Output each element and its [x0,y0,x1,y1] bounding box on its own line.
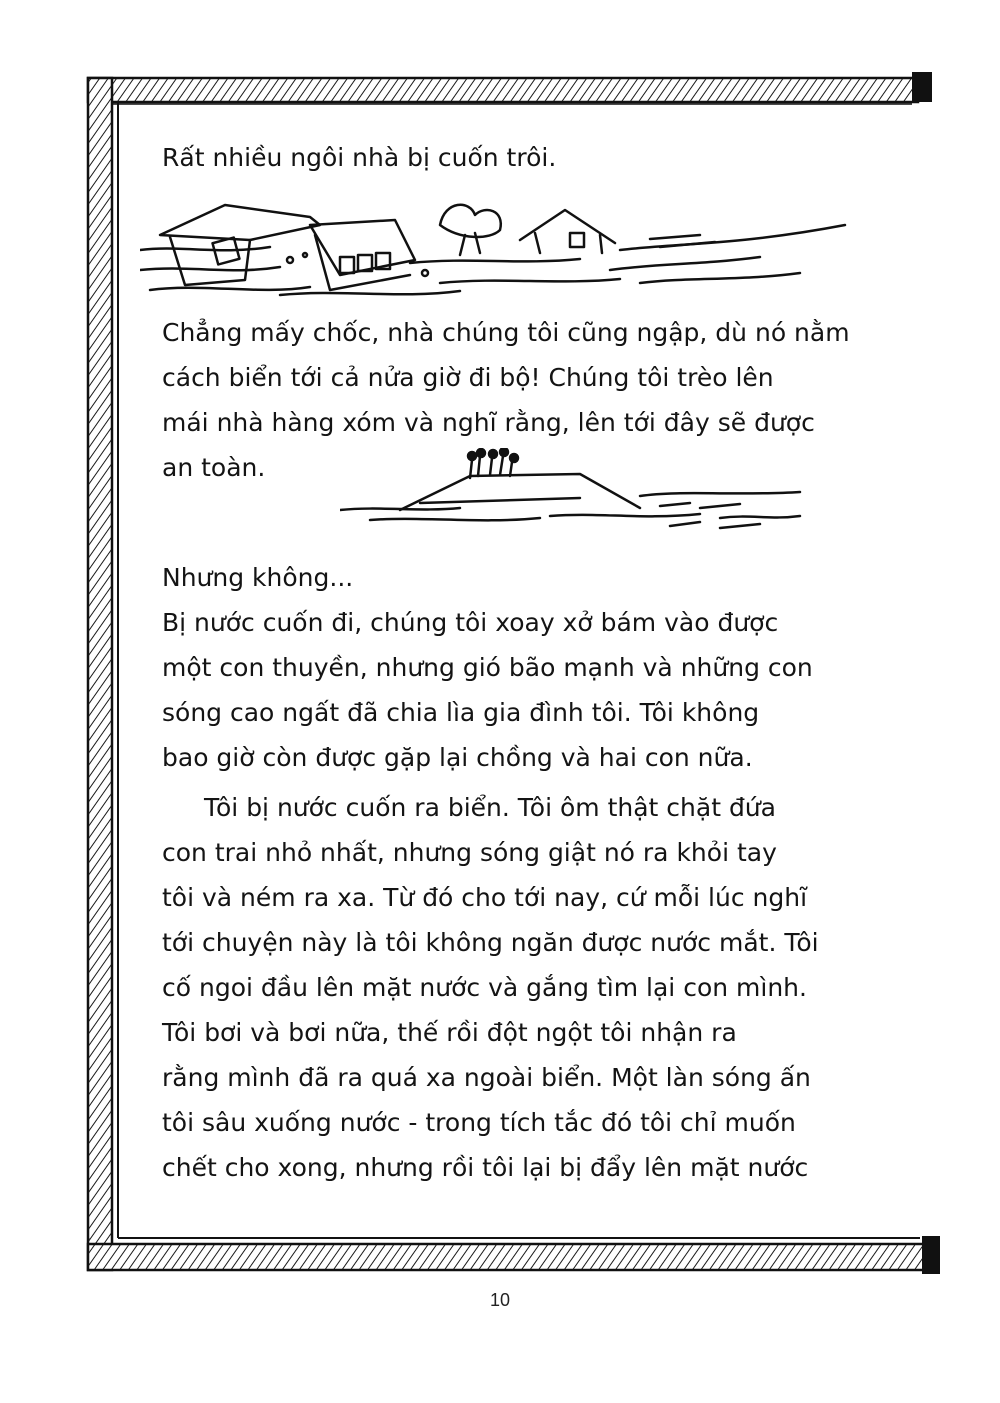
paragraph-line: rằng mình đã ra quá xa ngoài biển. Một làn sóng ấn [162,1063,811,1092]
paragraph-line: Bị nước cuốn đi, chúng tôi xoay xở bám vào được [162,608,779,637]
paragraph-line: tôi và ném ra xa. Từ đó cho tới nay, cứ mỗi lúc nghĩ [162,883,808,912]
paragraph-line: Tôi bơi và bơi nữa, thế rồi đột ngột tôi nhận ra [162,1018,737,1047]
paragraph-line: an toàn. [162,453,266,482]
paragraph-line: cách biển tới cả nửa giờ đi bộ! Chúng tôi trèo lên [162,363,774,392]
page-number: 10 [489,1290,511,1310]
paragraph-line: Chẳng mấy chốc, nhà chúng tôi cũng ngập, dù nó nằm [162,318,850,347]
paragraph-line: Nhưng không... [162,563,354,592]
paragraph-line: Tôi bị nước cuốn ra biển. Tôi ôm thật chặt đứa [204,793,776,822]
paragraph-line: tôi sâu xuống nước - trong tích tắc đó tôi chỉ muốn [162,1108,796,1137]
rooftop-illustration [340,448,810,533]
paragraph-line: bao giờ còn được gặp lại chồng và hai con nữa. [162,743,753,772]
paragraph-line: chết cho xong, nhưng rồi tôi lại bị đẩy lên mặt nước [162,1153,809,1182]
flooded-houses-illustration [140,195,850,310]
paragraph-line: mái nhà hàng xóm và nghĩ rằng, lên tới đây sẽ được [162,408,815,437]
paragraph-line: tới chuyện này là tôi không ngăn được nước mắt. Tôi [162,928,819,957]
paragraph-line: cố ngoi đầu lên mặt nước và gắng tìm lại con mình. [162,973,807,1002]
paragraph-line: con trai nhỏ nhất, nhưng sóng giật nó ra khỏi tay [162,838,777,867]
paragraph-line: sóng cao ngất đã chia lìa gia đình tôi. Tôi không [162,698,760,727]
caption-houses: Rất nhiều ngôi nhà bị cuốn trôi. [162,143,557,172]
paragraph-line: một con thuyền, nhưng gió bão mạnh và những con [162,653,813,682]
